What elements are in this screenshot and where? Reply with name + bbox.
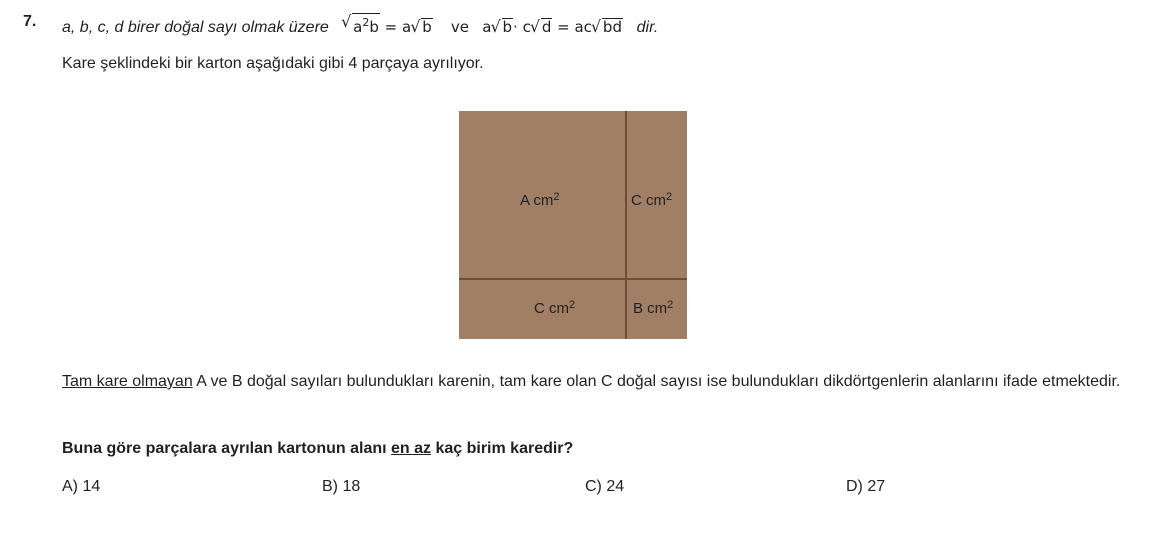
horizontal-divider (459, 278, 687, 280)
formula-1: √ $a^2b = a√$ b (342, 18, 437, 36)
vertical-divider (625, 111, 627, 339)
region-label-top-right: C $cm^2$ (631, 191, 673, 209)
square-root: √ bd (593, 18, 623, 36)
choice-b[interactable]: B) 18 (322, 478, 361, 495)
description-text: A ve B doğal sayıları bulundukları karenin, tam kare olan C doğal sayısı ise bulundukları dikdörtgenlerin alanlarını ifade etmektedir. (192, 373, 1121, 390)
question-premise (62, 13, 658, 37)
formula-2: a√ b· c√ d = ac√ bd (482, 18, 627, 36)
cardboard-figure (459, 111, 687, 339)
premise-end: dir. (636, 19, 659, 36)
choice-a[interactable]: A) 14 (62, 478, 101, 495)
description-underlined: Tam kare olmayan (62, 373, 193, 390)
choice-d[interactable]: D) 27 (846, 478, 886, 495)
square-root: √ d (532, 18, 553, 36)
premise-connector: ve (450, 18, 469, 36)
region-label-bottom-right: B $cm^2$ (633, 299, 674, 317)
question-number: 7. (23, 13, 37, 30)
choice-c[interactable]: C) 24 (585, 478, 625, 495)
square-root: √ $a^2b$ (343, 13, 380, 36)
question-description (62, 371, 1142, 393)
intro-line: Kare şeklindeki bir karton aşağıdaki gibi 4 parçaya ayrılıyor. (62, 55, 484, 72)
prompt-emphasis: en az (391, 440, 432, 457)
region-label-bottom-left: C $cm^2$ (534, 299, 576, 317)
square-root: √ b (412, 18, 433, 36)
region-label-top-left: A $cm^2$ (520, 191, 560, 209)
premise-intro: a, b, c, d birer doğal sayı olmak üzere (62, 19, 329, 36)
square-root: √ b (493, 18, 514, 36)
question-prompt: Buna göre parçalara ayrılan kartonun alanı en az kaç birim karedir? (62, 440, 574, 457)
